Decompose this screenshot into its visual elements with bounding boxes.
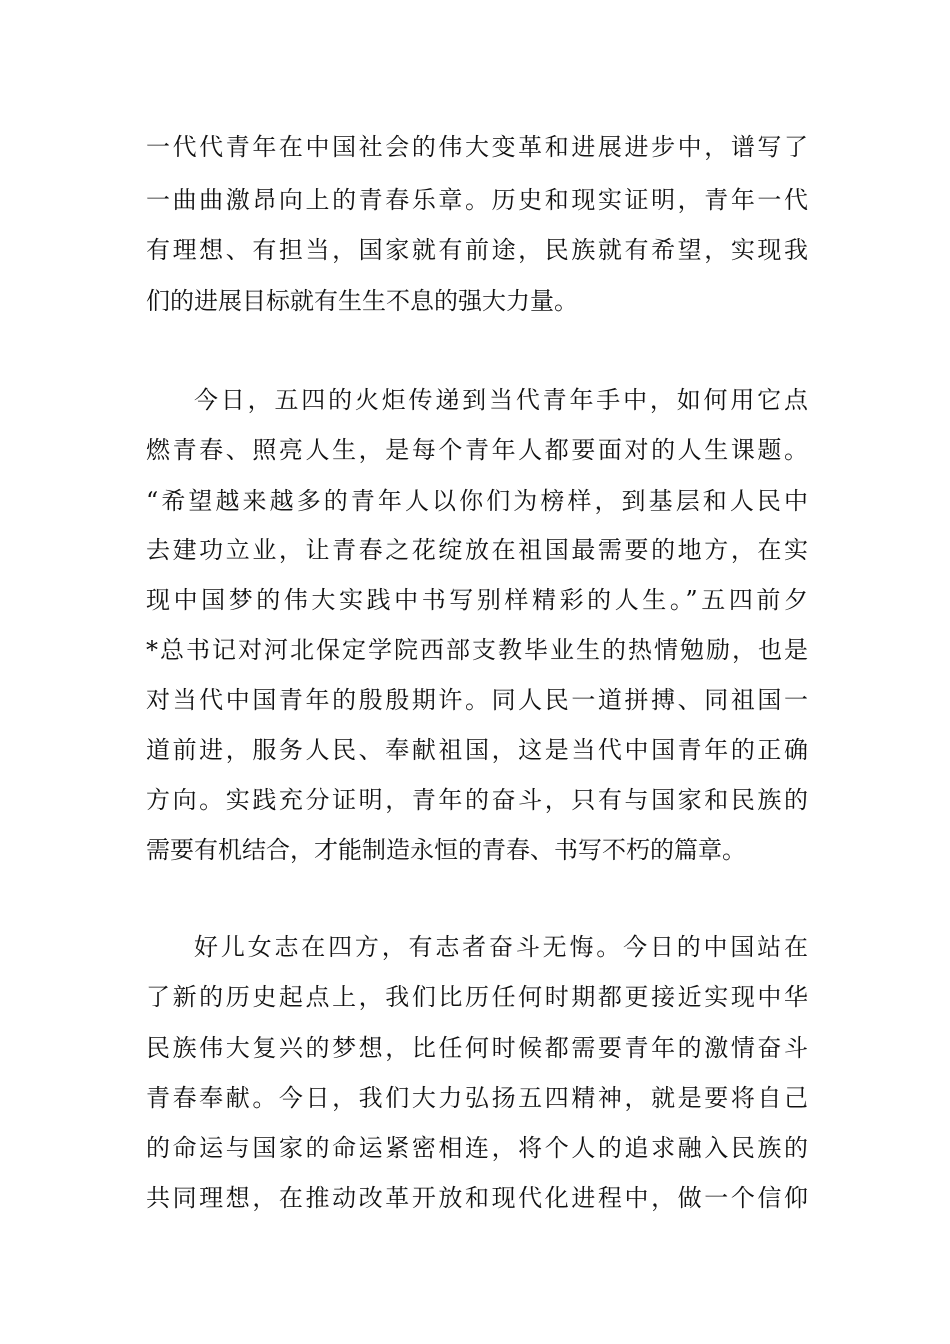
text-line: 了新的历史起点上，我们比历任何时期都更接近实现中华 xyxy=(146,983,808,1011)
text-line: 现中国梦的伟大实践中书写别样精彩的人生。”五四前夕 xyxy=(146,586,808,614)
text-line: “希望越来越多的青年人以你们为榜样，到基层和人民中 xyxy=(146,487,808,515)
text-line: 一代代青年在中国社会的伟大变革和进展进步中，谱写了 xyxy=(146,133,808,161)
text-line: 方向。实践充分证明，青年的奋斗，只有与国家和民族的 xyxy=(146,786,808,814)
text-line: 去建功立业，让青春之花绽放在祖国最需要的地方，在实 xyxy=(146,536,808,564)
text-line: 一曲曲激昂向上的青春乐章。历史和现实证明，青年一代 xyxy=(146,186,808,214)
text-line: 民族伟大复兴的梦想，比任何时候都需要青年的激情奋斗 xyxy=(146,1034,808,1062)
text-line: 燃青春、照亮人生，是每个青年人都要面对的人生课题。 xyxy=(146,436,808,464)
text-line: 道前进，服务人民、奉献祖国，这是当代中国青年的正确 xyxy=(146,736,808,764)
text-line: 对当代中国青年的殷殷期许。同人民一道拼搏、同祖国一 xyxy=(146,686,808,714)
text-line: 们的进展目标就有生生不息的强大力量。 xyxy=(146,287,578,315)
text-line: 共同理想，在推动改革开放和现代化进程中，做一个信仰 xyxy=(146,1184,808,1212)
text-line: *总书记对河北保定学院西部支教毕业生的热情勉励，也是 xyxy=(146,636,808,664)
text-line: 有理想、有担当，国家就有前途，民族就有希望，实现我 xyxy=(146,236,808,264)
text-line: 今日，五四的火炬传递到当代青年手中，如何用它点 xyxy=(194,386,808,414)
text-line: 好儿女志在四方，有志者奋斗无悔。今日的中国站在 xyxy=(194,933,808,961)
text-line: 青春奉献。今日，我们大力弘扬五四精神，就是要将自己 xyxy=(146,1084,808,1112)
text-line: 的命运与国家的命运紧密相连，将个人的追求融入民族的 xyxy=(146,1134,808,1162)
text-line: 需要有机结合，才能制造永恒的青春、书写不朽的篇章。 xyxy=(146,836,746,864)
